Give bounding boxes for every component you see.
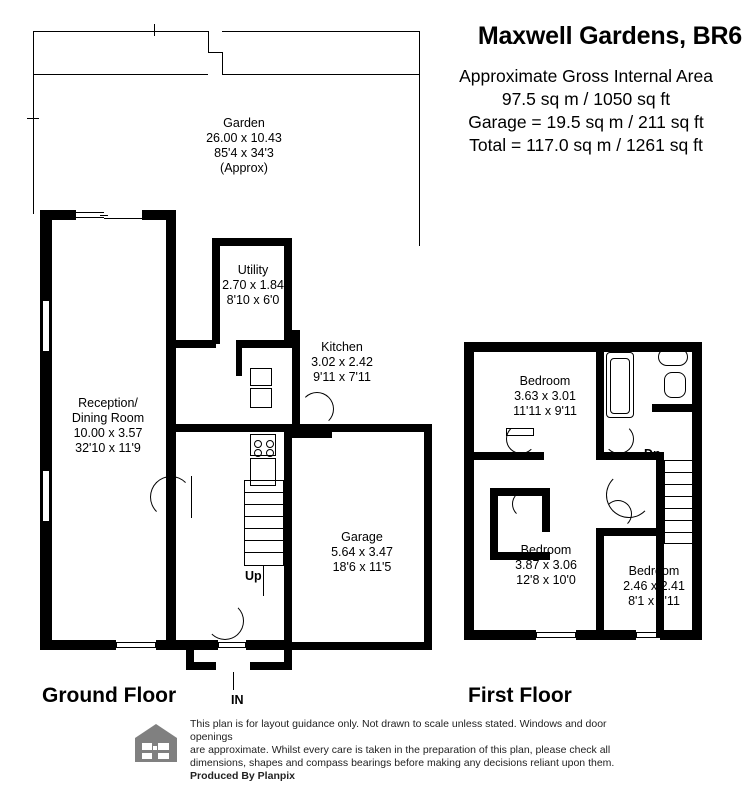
disclaimer: [190, 718, 622, 783]
ff-wall-bottom-c: [660, 630, 702, 640]
garden-break-zig-2: [222, 52, 223, 74]
garden-boundary-top-right: [222, 31, 420, 32]
ff-window-bottom-1: [536, 632, 576, 638]
disclaimer-line-2: are approximate. Whilst every care is taken in the preparation of this plan, please check all: [190, 744, 611, 756]
ff-wall-bed2-right: [596, 528, 604, 640]
area-line-1: Approximate Gross Internal Area: [459, 66, 713, 86]
gf-porch-bottom-b: [250, 662, 292, 670]
garden-boundary-break-b: [222, 74, 420, 75]
ff-window-right: [694, 500, 700, 546]
bedroom1-imperial: 11'11 x 9'11: [513, 404, 577, 418]
gf-window-utility-top: [232, 240, 272, 245]
entrance-label: IN: [231, 693, 244, 707]
airing-cupboard: [506, 428, 534, 436]
ff-wall-bed3-top: [596, 528, 656, 536]
gf-wall-bottom-left: [40, 640, 116, 650]
gf-window-left-1-outline: [42, 300, 50, 352]
disclaimer-line-3: dimensions, shapes and compass bearings before making any decisions reliant upon them.: [190, 757, 615, 769]
kitchen-counter: [250, 368, 272, 386]
gf-wall-garage-right: [424, 424, 432, 650]
room-label-garage: [302, 530, 422, 575]
bedroom1-metric: 3.63 x 3.01: [514, 389, 576, 403]
ff-wall-bed1-bottom: [464, 452, 544, 460]
stair-step-6: [244, 552, 284, 553]
door-arc-bed3: [604, 500, 632, 528]
ff-window-left: [466, 370, 472, 416]
door-arc-hall: [300, 392, 334, 426]
kitchen-hob-ring-1: [254, 440, 262, 448]
bedroom3-metric: 2.46 x 2.41: [623, 579, 685, 593]
reception-name-1: Reception/: [78, 396, 138, 410]
gf-window-left-2-outline: [42, 470, 50, 522]
bedroom2-imperial: 12'8 x 10'0: [516, 573, 576, 587]
gf-wall-utility-left-extend: [176, 340, 216, 348]
garden-imperial: 85'4 x 34'3: [214, 146, 274, 160]
producer-credit: Produced By Planpix: [190, 770, 296, 782]
ff-wall-bath-left: [596, 352, 604, 362]
gf-window-bay-top-line: [76, 217, 104, 218]
stair-step-3: [244, 516, 284, 517]
ff-wall-hall-block: [652, 404, 702, 412]
stair-step-2: [244, 504, 284, 505]
area-line-4: Total = 117.0 sq m / 1261 sq ft: [469, 135, 703, 155]
bedroom2-name: Bedroom: [520, 543, 572, 557]
toilet: [664, 372, 686, 398]
bathtub-inner: [610, 358, 630, 414]
kitchen-sink: [250, 388, 272, 408]
gf-garage-door: [312, 644, 412, 649]
stair-step-4: [244, 528, 284, 529]
first-floor-label: First Floor: [468, 684, 572, 707]
gf-wall-hall-right-lower: [284, 438, 292, 650]
gf-window-garage-top: [336, 426, 406, 431]
ff-stair-step-2: [664, 484, 694, 485]
garage-metric: 5.64 x 3.47: [331, 545, 393, 559]
door-arc-bath: [604, 424, 634, 454]
garden-break-diagonal: [208, 52, 223, 53]
door-arc-front: [206, 602, 244, 640]
room-label-utility: [212, 263, 294, 308]
door-leaf-reception: [191, 476, 192, 518]
gf-wall-kitchen-left: [236, 340, 242, 376]
area-line-3: Garage = 19.5 sq m / 211 sq ft: [468, 112, 704, 132]
room-label-garden: [184, 116, 304, 176]
entrance-arrow: [233, 672, 234, 690]
room-label-bedroom-2: [496, 543, 596, 588]
garden-boundary-break-a: [33, 74, 208, 75]
room-label-kitchen: [300, 340, 384, 385]
ff-wall-bottom-b: [576, 630, 636, 640]
garden-break-zig-1: [208, 31, 209, 53]
reception-metric: 10.00 x 3.57: [73, 426, 143, 440]
garage-name: Garage: [341, 530, 383, 544]
garden-note: (Approx): [220, 161, 268, 175]
utility-imperial: 8'10 x 6'0: [226, 293, 280, 307]
washbasin: [658, 348, 688, 366]
ff-wall-landing-mid: [542, 488, 550, 532]
garden-tick-top: [154, 24, 155, 36]
gf-wall-hall-bottom: [186, 640, 218, 650]
kitchen-hob-ring-3: [254, 449, 262, 457]
garage-imperial: 18'6 x 11'5: [332, 560, 392, 574]
stairs-up-label: Up: [245, 569, 262, 583]
room-label-bedroom-3: [604, 564, 704, 609]
room-label-bedroom-1: [490, 374, 600, 419]
bedroom3-name: Bedroom: [628, 564, 680, 578]
garden-name: Garden: [223, 116, 265, 130]
garden-metric: 26.00 x 10.43: [206, 131, 282, 145]
gf-wall-kitchen-top: [240, 340, 300, 348]
reception-name-2: Dining Room: [71, 411, 145, 425]
disclaimer-line-1: This plan is for layout guidance only. Not drawn to scale unless stated. Windows and door openings: [190, 718, 607, 743]
area-summary: [430, 65, 742, 157]
kitchen-imperial: 9'11 x 7'11: [313, 370, 371, 384]
door-arc-reception: [150, 476, 192, 518]
gf-window-bottom-left: [116, 642, 156, 648]
ff-stair-step-3: [664, 496, 694, 497]
bedroom2-metric: 3.87 x 3.06: [515, 558, 577, 572]
ff-stair-step-5: [664, 520, 694, 521]
ff-stair-step-4: [664, 508, 694, 509]
utility-metric: 2.70 x 1.84: [222, 278, 284, 292]
kitchen-hob-ring-2: [266, 440, 274, 448]
kitchen-metric: 3.02 x 2.42: [311, 355, 373, 369]
gf-porch-bottom: [186, 662, 216, 670]
stairs-down-label: Dn: [644, 447, 661, 461]
gf-wall-hall-bottom-b: [246, 640, 292, 650]
gf-wall-kitchen-bottom: [176, 424, 296, 432]
gf-wall-top-left-b: [142, 210, 166, 220]
stair-step-5: [244, 540, 284, 541]
page-title: Maxwell Gardens, BR6: [477, 22, 742, 50]
gf-wall-recep-right-top: [166, 210, 176, 350]
ff-wall-top-a: [464, 342, 606, 352]
bedroom3-imperial: 8'1 x 7'11: [628, 594, 680, 608]
utility-name: Utility: [237, 263, 269, 277]
gf-wall-recep-right-bot: [166, 520, 176, 650]
garden-boundary-left: [33, 31, 34, 214]
gf-front-door: [218, 642, 246, 648]
ff-wall-bottom-a: [464, 630, 536, 640]
gf-window-bay-top: [76, 212, 104, 213]
ff-stair-step-6: [664, 532, 694, 533]
ground-floor-label: Ground Floor: [42, 684, 177, 707]
kitchen-name: Kitchen: [321, 340, 363, 354]
stair-step-1: [244, 492, 284, 493]
header: [430, 22, 742, 157]
door-arc-bed2: [512, 490, 540, 518]
ff-stair-step-1: [664, 472, 694, 473]
bedroom1-name: Bedroom: [519, 374, 571, 388]
garden-boundary-right: [419, 31, 420, 246]
ff-wall-top-b: [606, 342, 702, 352]
area-line-2: 97.5 sq m / 1050 sq ft: [501, 89, 671, 109]
kitchen-hob-ring-4: [266, 449, 274, 457]
gf-wall-top-left: [40, 210, 76, 220]
planpix-logo-icon: [133, 722, 179, 764]
room-label-reception: [48, 396, 168, 456]
gf-window-bay-diag: [100, 215, 108, 216]
stair-direction-arrow: [263, 566, 264, 596]
garden-boundary-top-left: [33, 31, 208, 32]
garden-tick-left: [27, 118, 39, 119]
gf-window-bay-top-2: [104, 218, 142, 219]
reception-imperial: 32'10 x 11'9: [75, 441, 141, 455]
ff-wall-stair-left: [656, 452, 664, 638]
